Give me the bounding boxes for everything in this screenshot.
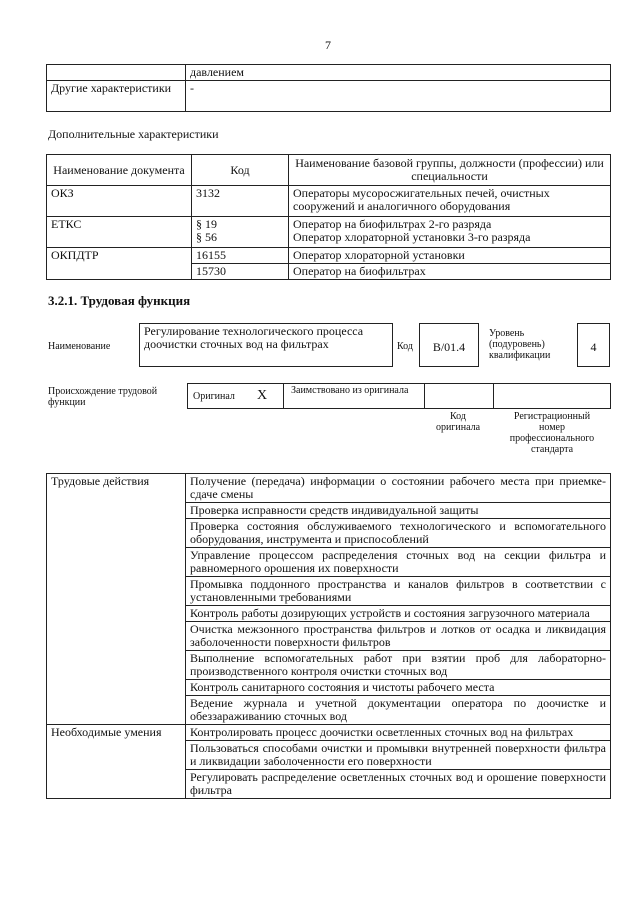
header-code: Код — [192, 155, 289, 186]
section-title: 3.2.1. Трудовая функция — [48, 293, 191, 308]
function-name-value: Регулирование технологического процесса доочистки сточных вод на фильтрах — [139, 323, 393, 367]
okz-code: 3132 — [192, 186, 289, 217]
other-characteristics-value: - — [186, 81, 611, 112]
action-item: Очистка межзонного пространства фильтров и лотков от осадка и ликвидация заболоченности поверхности фильтров — [186, 622, 611, 651]
action-item: Проверка исправности средств индивидуальной защиты — [186, 503, 611, 519]
top-row1-value: давлением — [186, 65, 611, 81]
additional-table — [46, 154, 611, 280]
okpdtr-code-1: 16155 — [192, 248, 289, 264]
okpdtr-name-2: Оператор на биофильтрах — [289, 264, 611, 280]
level-value: 4 — [577, 323, 610, 367]
additional-heading: Дополнительные характеристики — [48, 127, 219, 141]
okz-name: Операторы мусоросжигательных печей, очистных сооружений и аналогичного оборудования — [289, 186, 611, 217]
etks-name-2: Оператор хлораторной установки 3-го разряда — [293, 230, 531, 244]
origin-divider-1 — [283, 383, 284, 409]
actions-skills-table — [46, 473, 611, 799]
action-item: Выполнение вспомогательных работ при взятии проб для лабораторно-производственного контроля очистки сточных вод — [186, 651, 611, 680]
header-group-name: Наименование базовой группы, должности (профессии) или специальности — [289, 155, 611, 186]
original-label: Оригинал — [193, 391, 235, 402]
origin-divider-2 — [424, 383, 425, 409]
etks-code-1: § 19 — [196, 217, 217, 231]
action-item: Контроль санитарного состояния и чистоты рабочего места — [186, 680, 611, 696]
action-item: Контроль работы дозирующих устройств и состояния загрузочного материала — [186, 606, 611, 622]
top-characteristics-table — [46, 64, 611, 112]
function-code-value: В/01.4 — [419, 323, 479, 367]
registration-number-label: Регистрационный номер профессионального стандарта — [509, 411, 595, 455]
skill-item: Регулировать распределение осветленных сточных вод и орошение поверхности фильтра — [186, 770, 611, 799]
etks-code-2: § 56 — [196, 230, 217, 244]
skill-item: Пользоваться способами очистки и промывки внутренней поверхности фильтра и ликвидации заболоченности его поверхности — [186, 741, 611, 770]
etks-name-1: Оператор на биофильтрах 2-го разряда — [293, 217, 492, 231]
etks-doc: ЕТКС — [47, 217, 192, 248]
original-mark: X — [257, 388, 268, 403]
action-item: Управление процессом распределения сточных вод на секции фильтра и равномерного орошения их поверхности — [186, 548, 611, 577]
okz-doc: ОКЗ — [47, 186, 192, 217]
page-number: 7 — [325, 38, 331, 52]
okpdtr-doc: ОКПДТР — [47, 248, 192, 280]
name-label: Наименование — [48, 341, 111, 352]
okpdtr-code-2: 15730 — [192, 264, 289, 280]
action-item: Промывка поддонного пространства и каналов фильтров в соответствии с установленными требованиями — [186, 577, 611, 606]
actions-label: Трудовые действия — [47, 474, 186, 725]
skill-item: Контролировать процесс доочистки осветленных сточных вод на фильтрах — [186, 725, 611, 741]
skills-label: Необходимые умения — [47, 725, 186, 799]
borrowed-label: Заимствовано из оригинала — [291, 385, 409, 396]
action-item: Ведение журнала и учетной документации оператора по доочистке и обеззараживанию сточных вод — [186, 696, 611, 725]
action-item: Проверка состояния обслуживаемого технологического и вспомогательного оборудования, инструмента и приспособлений — [186, 519, 611, 548]
level-label: Уровень (подуровень) квалификации — [489, 328, 551, 361]
header-doc-name: Наименование документа — [47, 155, 192, 186]
other-characteristics-label: Другие характеристики — [47, 81, 186, 112]
origin-label: Происхождение трудовой функции — [48, 386, 158, 408]
origin-divider-3 — [493, 383, 494, 409]
action-item: Получение (передача) информации о состоянии рабочего места при приемке-сдаче смены — [186, 474, 611, 503]
code-original-label: Код оригинала — [435, 411, 481, 433]
okpdtr-name-1: Оператор хлораторной установки — [289, 248, 611, 264]
code-label: Код — [397, 341, 413, 352]
